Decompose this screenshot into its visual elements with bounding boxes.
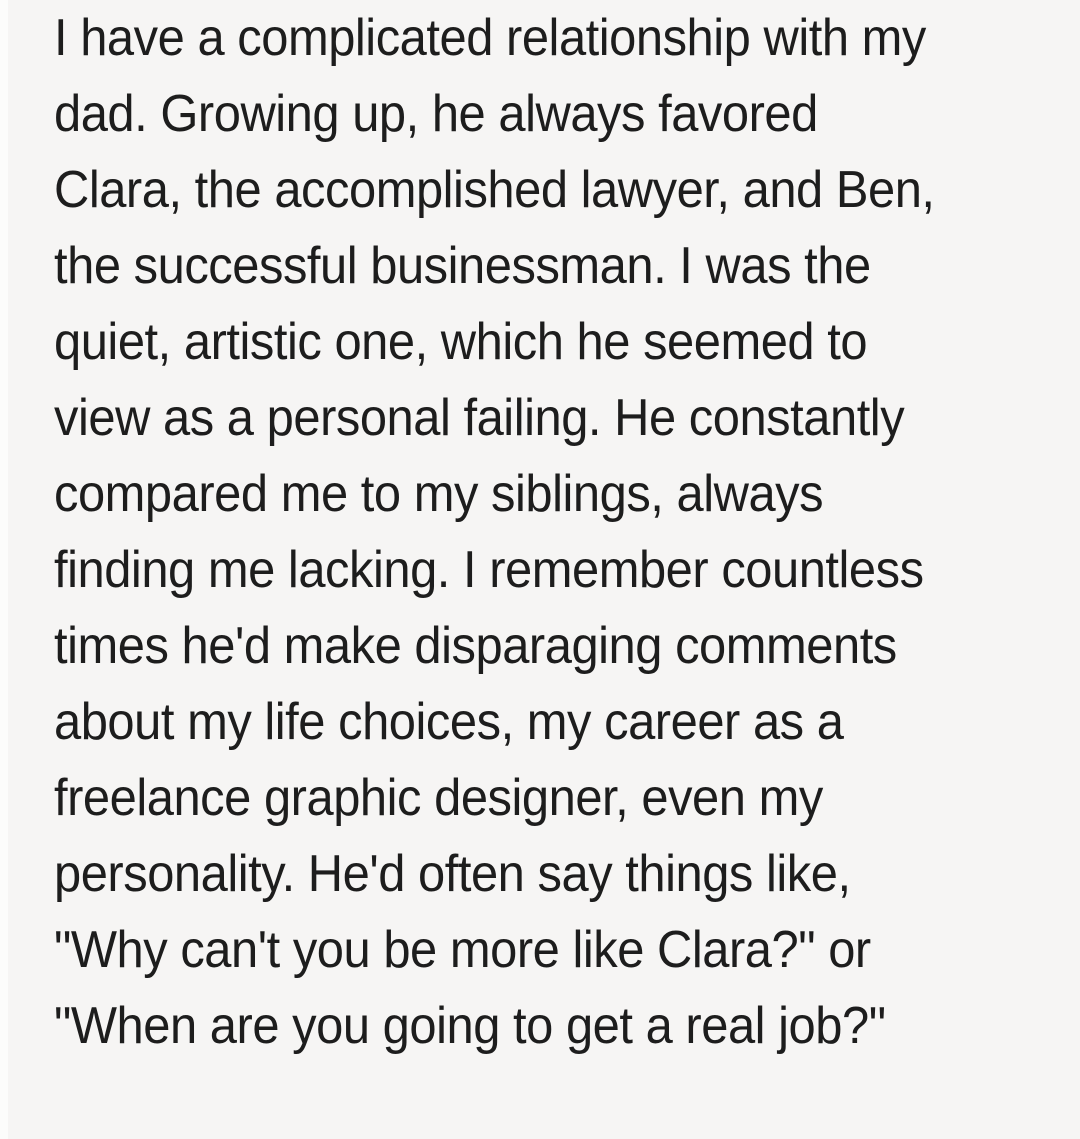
page-left-edge (0, 0, 8, 1139)
story-text (54, 0, 1070, 1064)
story-line: finding me lacking. I remember countless (54, 541, 924, 599)
story-line: I have a complicated relationship with my (54, 9, 926, 67)
story-line: "When are you going to get a real job?" (54, 997, 886, 1055)
story-line: the successful businessman. I was the (54, 237, 871, 295)
story-line: personality. He'd often say things like, (54, 845, 851, 903)
story-line: compared me to my siblings, always (54, 465, 824, 523)
story-line: about my life choices, my career as a (54, 693, 844, 751)
story-line: view as a personal failing. He constantly (54, 389, 905, 447)
story-line: times he'd make disparaging comments (54, 617, 897, 675)
story-line: "Why can't you be more like Clara?" or (54, 921, 871, 979)
story-line: freelance graphic designer, even my (54, 769, 823, 827)
story-line: quiet, artistic one, which he seemed to (54, 313, 868, 371)
story-line: Clara, the accomplished lawyer, and Ben, (54, 161, 935, 219)
story-line: dad. Growing up, he always favored (54, 85, 818, 143)
